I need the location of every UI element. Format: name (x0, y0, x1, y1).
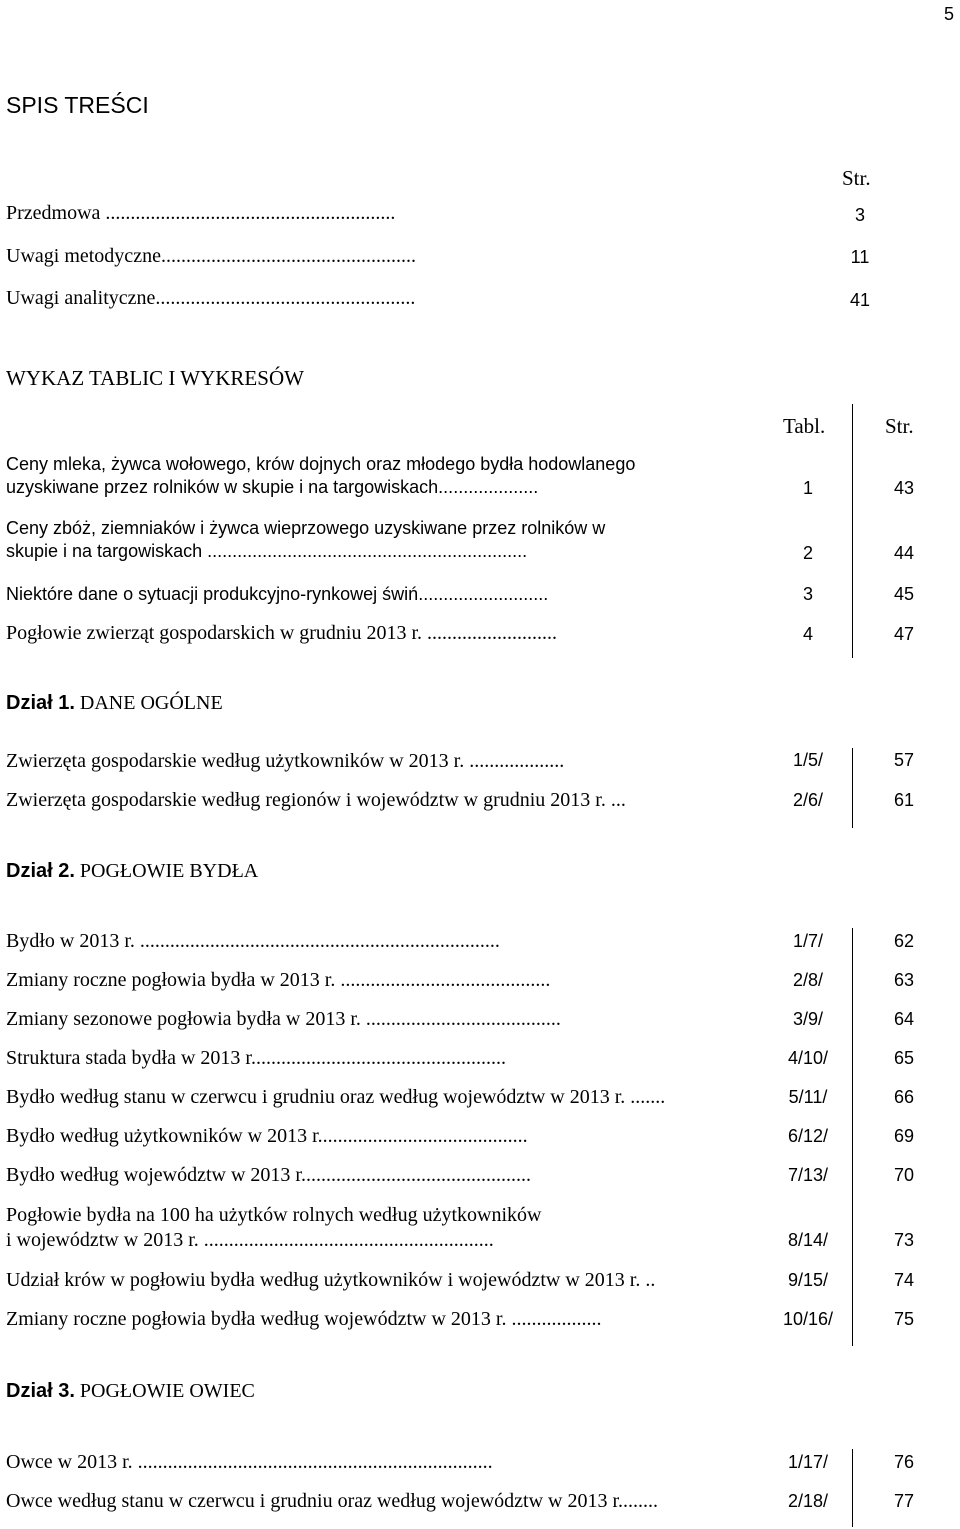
toc-entry-page: 3 (854, 205, 865, 225)
toc-entry-tabl: 3 (802, 584, 813, 604)
toc-entry-page: 41 (849, 290, 871, 310)
column-divider (852, 748, 853, 828)
wykaz-entry-4[interactable] (6, 622, 766, 645)
toc-entry-label: Zwierzęta gospodarskie według regionów i województw w grudniu 2013 r. ... (6, 789, 626, 811)
wykaz-entry-3[interactable] (6, 584, 766, 605)
dzial2-entry-2[interactable] (6, 969, 766, 992)
section-title: DANE OGÓLNE (79, 692, 223, 714)
section-label: Dział 1. (6, 692, 75, 714)
toc-entry-tabl: 2/6/ (792, 790, 824, 810)
toc-entry-page: 64 (893, 1009, 915, 1029)
dzial2-entry-6[interactable] (6, 1125, 766, 1148)
toc-entry-tabl: 4 (802, 624, 813, 644)
toc-entry-page: 74 (893, 1270, 915, 1290)
column-divider (852, 1449, 853, 1527)
col-tabl-header: Tabl. (783, 414, 826, 438)
toc-entry-tabl: 5/11/ (788, 1087, 828, 1107)
toc-entry-tabl: 4/10/ (787, 1048, 829, 1068)
dzial2-entry-10[interactable] (6, 1308, 766, 1331)
toc-entry-tabl: 9/15/ (787, 1270, 829, 1290)
toc-entry-tabl: 1/5/ (792, 750, 824, 770)
dzial2-entry-8[interactable] (6, 1204, 766, 1252)
toc-entry-uwagi-metodyczne[interactable] (6, 245, 766, 268)
dzial1-entry-1[interactable] (6, 750, 766, 773)
dzial2-entry-5[interactable] (6, 1086, 766, 1109)
toc-entry-przedmowa[interactable] (6, 202, 766, 225)
toc-entry-page: 76 (893, 1452, 915, 1472)
toc-entry-page: 11 (850, 247, 870, 267)
toc-entry-label: Przedmowa .......................................................... (6, 202, 396, 224)
toc-entry-page: 63 (893, 970, 915, 990)
section-heading-dzial-2 (6, 860, 258, 883)
toc-entry-page: 61 (893, 790, 915, 810)
toc-entry-label: Uwagi analityczne.................................................... (6, 287, 416, 309)
toc-entry-page: 66 (893, 1087, 915, 1107)
col-str-header: Str. (885, 414, 914, 438)
toc-entry-label: Struktura stada bydła w 2013 r................................................... (6, 1047, 506, 1069)
wykaz-entry-2[interactable] (6, 518, 766, 562)
section-title: POGŁOWIE BYDŁA (79, 860, 259, 882)
page-number: 5 (944, 4, 955, 24)
dzial2-entry-9[interactable] (6, 1269, 766, 1292)
toc-entry-label: Ceny mleka, żywca wołowego, krów dojnych oraz młodego bydła hodowlanego (6, 454, 636, 474)
toc-entry-tabl: 2/18/ (787, 1491, 829, 1511)
toc-entry-label: i województw w 2013 r. .......................................................... (6, 1229, 494, 1251)
toc-entry-label: Uwagi metodyczne................................................... (6, 245, 416, 267)
toc-entry-tabl: 2 (802, 543, 813, 563)
str-header: Str. (842, 166, 871, 190)
toc-entry-tabl: 10/16/ (782, 1309, 834, 1329)
dzial2-entry-3[interactable] (6, 1008, 766, 1031)
wykaz-entry-1[interactable] (6, 454, 766, 498)
toc-entry-label: Pogłowie bydła na 100 ha użytków rolnych według użytkowników (6, 1204, 542, 1226)
section-label: Dział 3. (6, 1380, 75, 1402)
toc-entry-page: 70 (893, 1165, 915, 1185)
toc-entry-label: Udział krów w pogłowiu bydła według użytkowników i województw w 2013 r. .. (6, 1269, 656, 1291)
toc-entry-label: Pogłowie zwierząt gospodarskich w grudniu 2013 r. .......................... (6, 622, 558, 644)
toc-entry-page: 44 (893, 543, 915, 563)
toc-entry-label: uzyskiwane przez rolników w skupie i na targowiskach.................... (6, 477, 539, 497)
section-label: Dział 2. (6, 860, 75, 882)
dzial1-entry-2[interactable] (6, 789, 766, 812)
section-heading-dzial-1 (6, 692, 223, 715)
toc-entry-tabl: 1/7/ (792, 931, 824, 951)
toc-entry-page: 77 (893, 1491, 915, 1511)
toc-entry-label: Owce według stanu w czerwcu i grudniu oraz według województw w 2013 r........ (6, 1490, 659, 1512)
toc-entry-page: 69 (893, 1126, 915, 1146)
toc-entry-uwagi-analityczne[interactable] (6, 287, 766, 310)
toc-entry-tabl: 8/14/ (787, 1230, 829, 1250)
toc-entry-label: Zmiany roczne pogłowia bydła w 2013 r. .......................................... (6, 969, 551, 991)
section-heading-dzial-3 (6, 1380, 255, 1403)
toc-entry-label: Bydło według stanu w czerwcu i grudniu oraz według województw w 2013 r. ....... (6, 1086, 666, 1108)
toc-entry-label: Niektóre dane o sytuacji produkcyjno-rynkowej świń.......................... (6, 584, 549, 604)
dzial2-entry-7[interactable] (6, 1164, 766, 1187)
toc-entry-label: Owce w 2013 r. ....................................................................... (6, 1451, 493, 1473)
toc-entry-page: 57 (893, 750, 915, 770)
toc-entry-tabl: 2/8/ (792, 970, 824, 990)
toc-entry-page: 73 (893, 1230, 915, 1250)
toc-entry-tabl: 1/17/ (787, 1452, 829, 1472)
toc-entry-label: Bydło w 2013 r. ........................................................................ (6, 930, 500, 952)
toc-entry-label: Bydło według użytkowników w 2013 r.......................................... (6, 1125, 528, 1147)
wykaz-title: WYKAZ TABLIC I WYKRESÓW (6, 366, 304, 390)
toc-entry-label: Bydło według województw w 2013 r.............................................. (6, 1164, 531, 1186)
section-title: POGŁOWIE OWIEC (79, 1380, 255, 1402)
toc-entry-page: 62 (893, 931, 915, 951)
page-title: SPIS TREŚCI (6, 92, 149, 118)
toc-entry-page: 47 (893, 624, 915, 644)
dzial2-entry-4[interactable] (6, 1047, 766, 1070)
toc-entry-tabl: 6/12/ (787, 1126, 829, 1146)
toc-entry-page: 45 (893, 584, 915, 604)
dzial3-entry-1[interactable] (6, 1451, 766, 1474)
toc-entry-page: 75 (893, 1309, 915, 1329)
toc-entry-label: skupie i na targowiskach ................................................................ (6, 541, 528, 561)
dzial2-entry-1[interactable] (6, 930, 766, 953)
toc-entry-label: Ceny zbóż, ziemniaków i żywca wieprzowego uzyskiwane przez rolników w (6, 518, 606, 538)
toc-entry-tabl: 3/9/ (792, 1009, 824, 1029)
column-divider (852, 404, 853, 658)
toc-entry-tabl: 7/13/ (787, 1165, 829, 1185)
dzial3-entry-2[interactable] (6, 1490, 766, 1513)
column-divider (852, 928, 853, 1346)
toc-entry-label: Zwierzęta gospodarskie według użytkowników w 2013 r. ................... (6, 750, 565, 772)
toc-entry-page: 43 (893, 478, 915, 498)
toc-entry-page: 65 (893, 1048, 915, 1068)
toc-entry-tabl: 1 (802, 478, 813, 498)
toc-entry-label: Zmiany roczne pogłowia bydła według województw w 2013 r. .................. (6, 1308, 602, 1330)
toc-entry-label: Zmiany sezonowe pogłowia bydła w 2013 r. ....................................... (6, 1008, 561, 1030)
